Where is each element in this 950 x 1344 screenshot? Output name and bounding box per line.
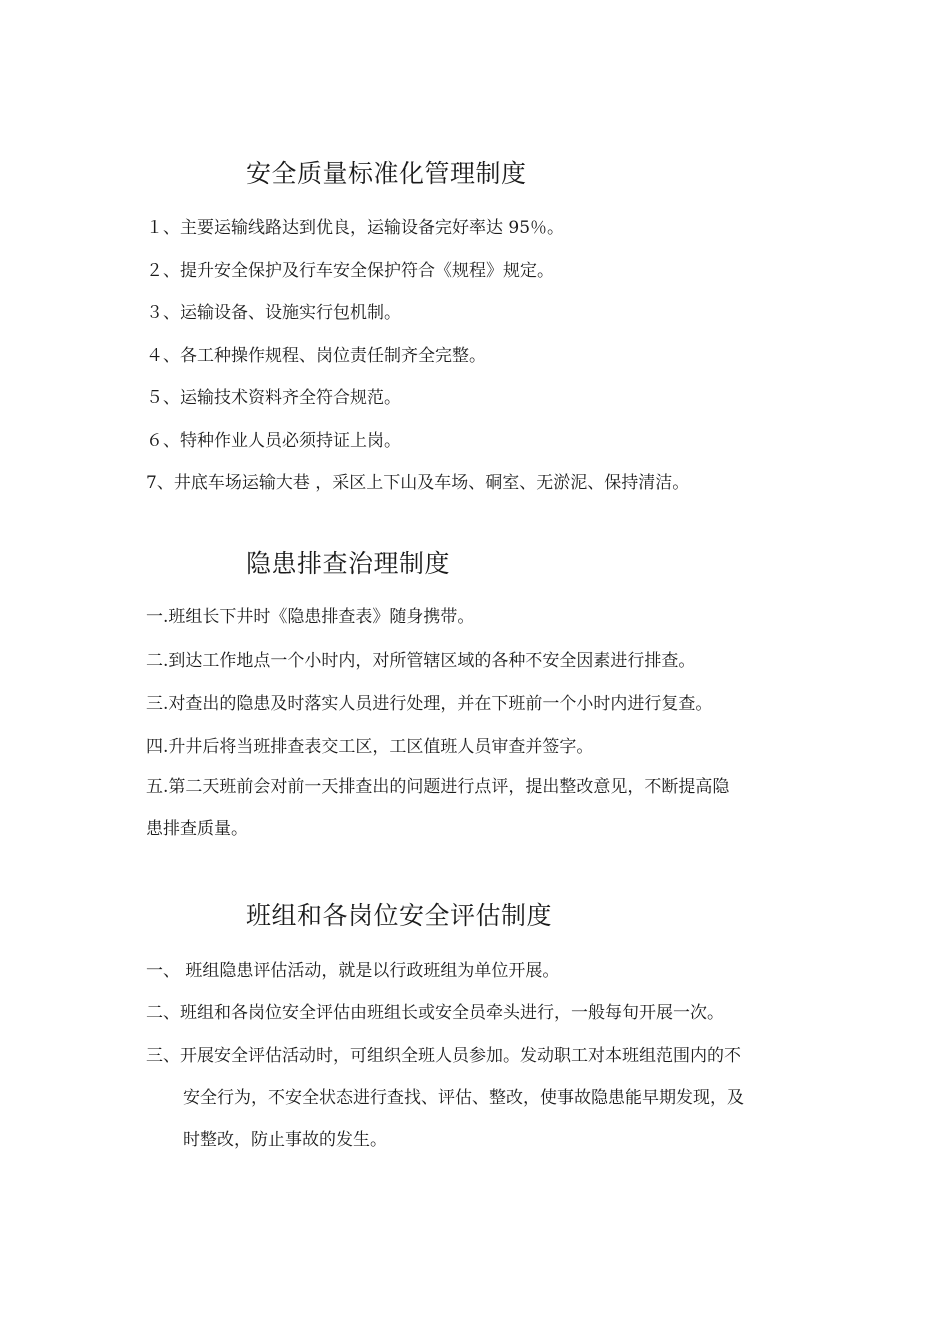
list-item: ５、运输技术资料齐全符合规范。 (146, 388, 401, 408)
section-title-safety-assessment: 班组和各岗位安全评估制度 (246, 901, 553, 930)
list-item: 一.班组长下井时《隐患排查表》随身携带。 (146, 607, 475, 627)
list-item: ６、特种作业人员必须持证上岗。 (146, 431, 401, 451)
list-item: ２、提升安全保护及行车安全保护符合《规程》规定。 (146, 261, 554, 281)
list-item-continuation: 安全行为，不安全状态进行查找、评估、整改，使事故隐患能早期发现，及 (183, 1088, 744, 1108)
list-item-continuation: 患排查质量。 (146, 819, 248, 839)
list-item-continuation: 时整改，防止事故的发生。 (183, 1130, 387, 1150)
list-item: 五.第二天班前会对前一天排查出的问题进行点评，提出整改意见，不断提高隐 (146, 777, 730, 797)
list-item: 二、班组和各岗位安全评估由班组长或安全员牵头进行，一般每旬开展一次。 (146, 1003, 724, 1023)
list-item: 三.对查出的隐患及时落实人员进行处理，并在下班前一个小时内进行复查。 (146, 694, 713, 714)
section-title-safety-quality: 安全质量标准化管理制度 (246, 159, 527, 188)
list-item: ４、各工种操作规程、岗位责任制齐全完整。 (146, 346, 486, 366)
list-item: 一、 班组隐患评估活动，就是以行政班组为单位开展。 (146, 961, 560, 981)
list-item: １、主要运输线路达到优良，运输设备完好率达 95％。 (146, 218, 565, 238)
list-item: 三、开展安全评估活动时，可组织全班人员参加。发动职工对本班组范围内的不 (146, 1046, 741, 1066)
list-item: 四.升井后将当班排查表交工区，工区值班人员审查并签字。 (146, 737, 594, 757)
list-item: 7、井底车场运输大巷 ，采区上下山及车场、硐室、无淤泥、保持清洁。 (146, 473, 690, 493)
section-title-hazard-inspection: 隐患排查治理制度 (246, 549, 451, 578)
list-item: ３、运输设备、设施实行包机制。 (146, 303, 401, 323)
list-item: 二.到达工作地点一个小时内，对所管辖区域的各种不安全因素进行排查。 (146, 651, 696, 671)
